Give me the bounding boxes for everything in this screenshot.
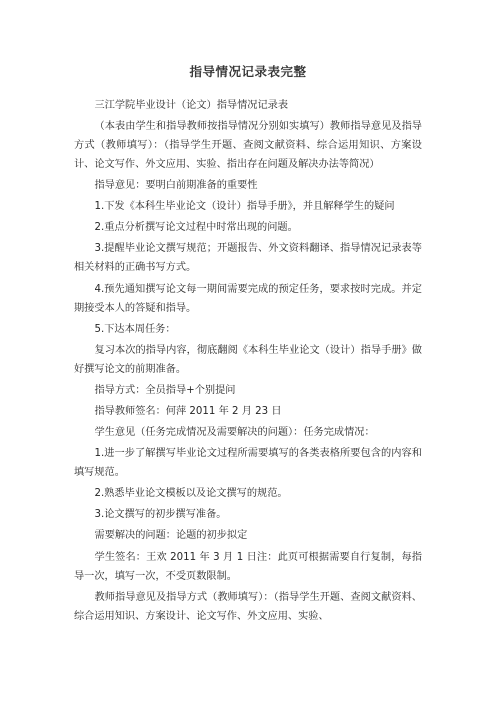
paragraph: 学生意见（任务完成情况及需要解决的问题）：任务完成情况： [94,427,375,439]
paragraph: 学生签名：王欢 2011 年 3 月 1 日注：此页可根据需要自行复制，每指导一次，填写一次，不受页数限制。 [74,551,422,582]
paragraph: （本表由学生和指导教师按指导情况分别如实填写）教师指导意见及指导方式（教师填写）：（指导学生开题、查阅文献资料、综合运用知识、方案设计、论文写作、外文应用、实验、指出存在问题及解决办法等简况） [74,121,422,171]
paragraph: 指导教师签名：何萍 2011 年 2 月 23 日 [94,405,282,417]
paragraph: 2.熟悉毕业论文模板以及论文撰写的规范。 [94,488,288,500]
paragraph: 复习本次的指导内容，彻底翻阅《本科生毕业论文（设计）指导手册》做好撰写论文的前期准备。 [74,344,422,375]
paragraph: 指导方式：全员指导+个别提问 [94,384,236,396]
document-title: 指导情况记录表完整 [189,64,307,79]
paragraph: 三江学院毕业设计（论文）指导情况记录表 [94,100,289,111]
paragraph: 5.下达本周任务： [94,323,176,335]
paragraph: 需要解决的问题：论题的初步拟定 [94,530,248,542]
paragraph: 3.论文撰写的初步撰写准备。 [94,509,227,521]
paragraph: 教师指导意见及指导方式（教师填写）：（指导学生开题、查阅文献资料、综合运用知识、方案设计、论文写作、外文应用、实验、 [74,591,422,622]
paragraph: 1.进一步了解撰写毕业论文过程所需要填写的各类表格所要包含的内容和填写规范。 [74,448,422,479]
paragraph: 2.重点分析撰写论文过程中时常出现的问题。 [94,222,298,234]
document-body [74,96,422,626]
paragraph: 1.下发《本科生毕业论文（设计）指导手册》，并且解释学生的疑问 [94,201,395,213]
paragraph: 指导意见：要明白前期准备的重要性 [94,180,258,192]
paragraph: 3.提醒毕业论文撰写规范；开题报告、外文资料翻译、指导情况记录表等相关材料的正确书写方式。 [74,243,422,274]
paragraph: 4.预先通知撰写论文每一期间需要完成的预定任务，要求按时完成。并定期接受本人的答疑和指导。 [74,283,422,314]
